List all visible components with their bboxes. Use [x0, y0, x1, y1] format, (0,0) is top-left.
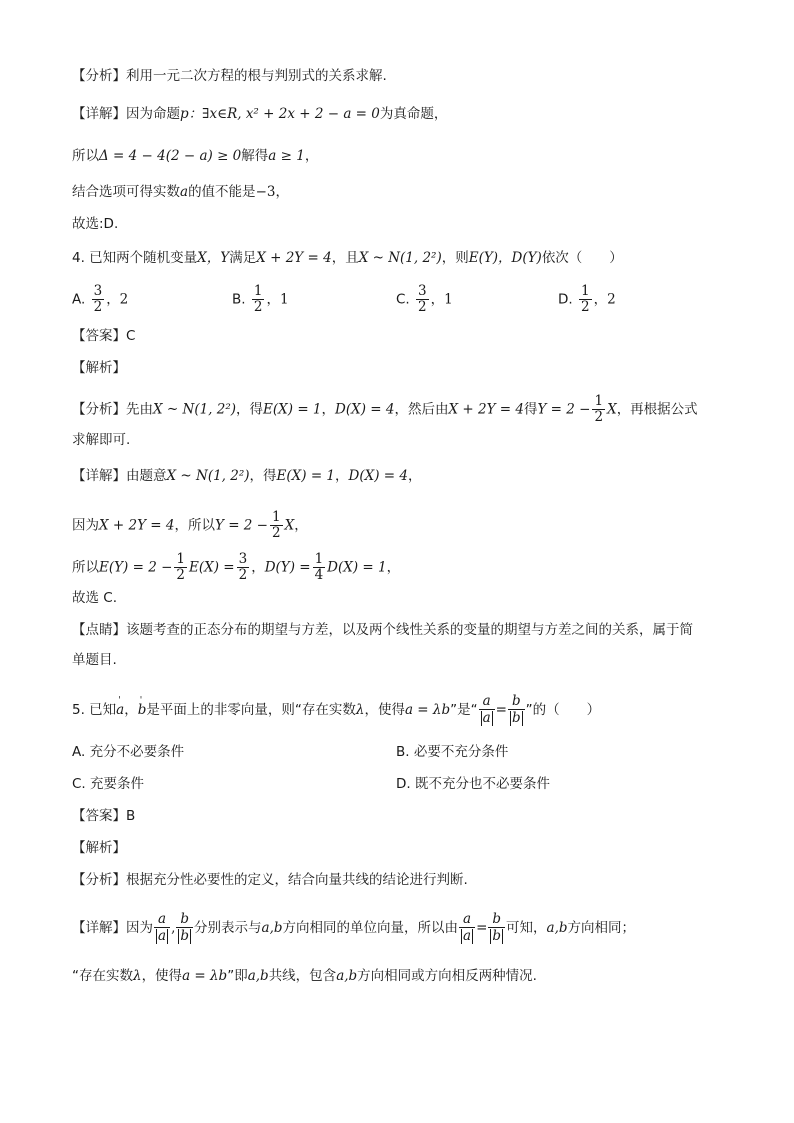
text: ， [275, 184, 289, 200]
analysis-text: 利用一元二次方程的根与判别式的关系求解. [126, 68, 387, 84]
text: 依次（ ） [541, 250, 623, 266]
answer-value: C [126, 328, 136, 344]
text: ，使得 [141, 968, 183, 984]
unit-vector-b [176, 912, 193, 944]
numerator: a [154, 912, 170, 928]
math-expr: a = λb [182, 968, 228, 984]
text: 因为 [72, 517, 99, 534]
option-text: 既不充分也不必要条件 [414, 776, 550, 792]
analysis-tag: 【分析】 [72, 872, 126, 888]
math-expr: D(X) = 4 [335, 401, 395, 418]
text: 4. 已知两个随机变量 [72, 250, 198, 266]
comment-tag: 【点睛】 [72, 622, 126, 638]
text: 由题意 [126, 468, 167, 484]
denominator: a [158, 928, 167, 944]
math-expr: a,b [247, 968, 269, 984]
analysis-tag: 【分析】 [72, 401, 126, 418]
q5-detail-line: 【详解】因为 $\frac{a}{a}$ , $\frac{b}{b}$ 分别表示与a,b方向相同的单位向量，所以由 $\frac{a}{a}$ = $\frac{b}{b}$ 可知，a,b方向相同； [72, 911, 636, 944]
text: 结合选项可得实数 [72, 184, 180, 200]
q5-analysis-line [72, 870, 468, 890]
math-var: λ [355, 702, 365, 718]
unit-vector-a [459, 912, 475, 944]
math-expr: X ~ N(1, 2²) [153, 401, 237, 418]
denominator: b [511, 710, 521, 726]
answer-tag: 【答案】 [72, 328, 126, 344]
numerator: 1 [314, 551, 324, 567]
text: 可知， [506, 920, 547, 936]
math-expr: a,b [546, 920, 568, 936]
denominator: a [482, 710, 491, 726]
text: 分别表示与 [194, 920, 262, 936]
numerator: 3 [93, 283, 103, 299]
option-text: 充要条件 [90, 776, 145, 792]
text: ， [294, 517, 308, 534]
text: ， [386, 559, 401, 576]
q4-option-a [72, 284, 128, 315]
math-expr: D(X) = 4 [348, 468, 408, 484]
denominator: 2 [238, 567, 248, 583]
fraction [252, 284, 265, 315]
numerator: a [459, 912, 475, 928]
vector-a: ' a [116, 700, 124, 720]
denominator: 2 [93, 299, 103, 315]
q4-comment-line [72, 620, 693, 640]
q4-option-c [396, 284, 453, 315]
q5-option-c [72, 774, 144, 794]
math-expr: X ~ N(1, 2²) [358, 250, 442, 266]
numerator: 1 [580, 283, 590, 299]
answer-value: B [126, 808, 136, 824]
math-expr: a,b [336, 968, 358, 984]
option-rest: ，2 [593, 291, 616, 308]
q4-option-d [558, 284, 616, 315]
text: 方向相同； [567, 920, 636, 936]
math-expr: p：∃x∈R, x² + 2x + 2 − a = 0 [180, 106, 380, 122]
math-var: X [607, 401, 617, 418]
math-var: a [180, 184, 189, 200]
text: ， [251, 559, 265, 576]
text: ， [335, 468, 349, 484]
text: 因为 [126, 920, 153, 936]
unit-vector-b [488, 912, 505, 944]
fraction [313, 552, 326, 583]
denominator: 4 [314, 567, 324, 583]
denominator: b [180, 928, 190, 944]
option-rest: ，1 [266, 291, 289, 308]
q4-detail-line2 [72, 510, 308, 541]
fraction [174, 552, 187, 583]
option-text: 必要不充分条件 [413, 744, 509, 760]
q3-line2 [72, 146, 318, 166]
text: ，然后由 [394, 401, 449, 418]
q4-option-b [232, 284, 289, 315]
analysis-text: 根据充分性必要性的定义，结合向量共线的结论进行判断. [126, 872, 468, 888]
text: 的值不能是 [188, 184, 256, 200]
denominator: 2 [580, 299, 590, 315]
q3-detail-line [72, 104, 447, 124]
math-expr: X ~ N(1, 2²) [166, 468, 250, 484]
math-expr: a ≥ 1 [268, 148, 305, 164]
denominator: b [492, 928, 502, 944]
text: ”是“ [450, 702, 478, 718]
fraction [237, 552, 250, 583]
text: ， [407, 468, 422, 484]
math-expr: E(Y)，D(Y) [468, 250, 542, 266]
math-expr: X + 2Y = 4 [256, 250, 332, 266]
numerator: 1 [176, 551, 185, 567]
q3-line3 [72, 182, 289, 202]
math-var: X [284, 517, 295, 534]
q4-explain-tag: 【解析】 [72, 360, 126, 376]
q4-analysis-line [72, 394, 698, 425]
text: ，得 [236, 401, 264, 418]
numerator: b [176, 912, 193, 928]
q5-answer [72, 806, 135, 826]
option-rest: ，2 [106, 291, 129, 308]
denominator: a [463, 928, 472, 944]
denominator: 2 [594, 409, 604, 425]
fraction [92, 284, 105, 315]
text: ， [304, 148, 319, 164]
option-letter: D. [396, 776, 411, 792]
option-letter: C. [396, 291, 410, 308]
numerator: 1 [253, 283, 263, 299]
q5-option-d [396, 774, 550, 794]
option-letter: D. [558, 291, 573, 308]
text: 满足 [229, 250, 257, 266]
text: 共线，包含 [268, 968, 337, 984]
numerator: 3 [238, 551, 248, 567]
text: ，使得 [364, 702, 405, 718]
text: 解得 [241, 148, 269, 164]
text: 方向相同的单位向量，所以由 [282, 920, 458, 936]
text: ”的（ ） [525, 702, 601, 718]
math-expr: X + 2Y = 4 [448, 401, 524, 418]
text: 所以 [72, 559, 99, 576]
fraction [579, 284, 592, 315]
option-letter: C. [72, 776, 86, 792]
text: ”即 [227, 968, 248, 984]
detail-tag: 【详解】 [72, 920, 126, 936]
q5-option-a [72, 742, 184, 762]
q3-analysis-line [72, 66, 387, 86]
text: ，再根据公式 [616, 401, 698, 418]
text: 方向相同或方向相反两种情况. [357, 968, 537, 984]
numerator: b [508, 694, 525, 710]
math-expr: a,b [261, 920, 283, 936]
option-letter: B. [232, 291, 246, 308]
text: = [476, 920, 488, 936]
math-val: −3 [255, 184, 276, 200]
text: 因为命题 [126, 106, 180, 122]
q5-explain-tag: 【解析】 [72, 840, 126, 856]
detail-tag: 【详解】 [72, 468, 126, 484]
option-rest: ，1 [430, 291, 453, 308]
text: 为真命题， [379, 106, 448, 122]
q4-stem [72, 248, 623, 268]
text: 所以 [72, 148, 99, 164]
unit-vector-a [154, 912, 170, 944]
math-expr: Y = 2 − [537, 401, 591, 418]
q4-comment-line2: 单题目. [72, 652, 117, 668]
denominator: 2 [418, 299, 427, 315]
q5-option-b [396, 742, 508, 762]
q4-choose: 故选 C. [72, 590, 118, 606]
text: = [495, 702, 507, 718]
unit-vector-b [508, 694, 525, 726]
math-var: λ [133, 968, 142, 984]
option-letter: A. [72, 744, 86, 760]
denominator: 2 [176, 567, 185, 583]
text: “存在实数 [72, 968, 133, 984]
text: ，且 [331, 250, 359, 266]
math-expr: E(X) = 1 [263, 401, 322, 418]
math-expr: Δ = 4 − 4(2 − a) ≥ 0 [99, 148, 242, 164]
denominator: 2 [272, 525, 281, 541]
math-expr: D(X) = 1 [327, 559, 387, 576]
fraction [592, 394, 605, 425]
text: 是平面上的非零向量，则“存在实数 [146, 702, 356, 718]
numerator: b [488, 912, 505, 928]
detail-tag: 【详解】 [72, 106, 126, 122]
analysis-tag: 【分析】 [72, 68, 126, 84]
math-expr: X，Y [197, 250, 230, 266]
math-expr: X + 2Y = 4 [99, 517, 175, 534]
text: ，则 [441, 250, 469, 266]
text: ， [124, 702, 138, 718]
text: 先由 [126, 401, 153, 418]
math-expr: Y = 2 − [215, 517, 268, 534]
math-expr: E(Y) = 2 − [99, 559, 173, 576]
numerator: 1 [272, 509, 281, 525]
numerator: a [479, 694, 495, 710]
math-expr: E(X) = [188, 559, 235, 576]
text: ，得 [249, 468, 277, 484]
q3-choose: 故选:D. [72, 216, 119, 232]
math-expr: D(Y) = [264, 559, 311, 576]
answer-tag: 【答案】 [72, 808, 126, 824]
text: 5. 已知 [72, 702, 117, 718]
numerator: 3 [418, 283, 427, 299]
q5-last-line [72, 966, 537, 986]
denominator: 2 [253, 299, 263, 315]
option-letter: A. [72, 291, 86, 308]
unit-vector-a [479, 694, 495, 726]
text: ， [321, 401, 336, 418]
math-expr: E(X) = 1 [276, 468, 336, 484]
comment-text: 该题考查的正态分布的期望与方差，以及两个线性关系的变量的期望与方差之间的关系，属于简 [126, 622, 693, 638]
q4-answer [72, 326, 135, 346]
text: ，所以 [174, 517, 215, 534]
q4-detail-line3 [72, 552, 400, 583]
option-letter: B. [396, 744, 410, 760]
numerator: 1 [594, 393, 604, 409]
fraction [270, 510, 283, 541]
fraction [416, 284, 429, 315]
q5-stem [72, 694, 600, 726]
q4-detail-line [72, 466, 421, 486]
vector-b: ' b [138, 700, 147, 720]
q4-analysis-line2: 求解即可. [72, 432, 131, 448]
text: 得 [523, 401, 538, 418]
math-expr: a = λb [404, 702, 451, 718]
option-text: 充分不必要条件 [89, 744, 185, 760]
